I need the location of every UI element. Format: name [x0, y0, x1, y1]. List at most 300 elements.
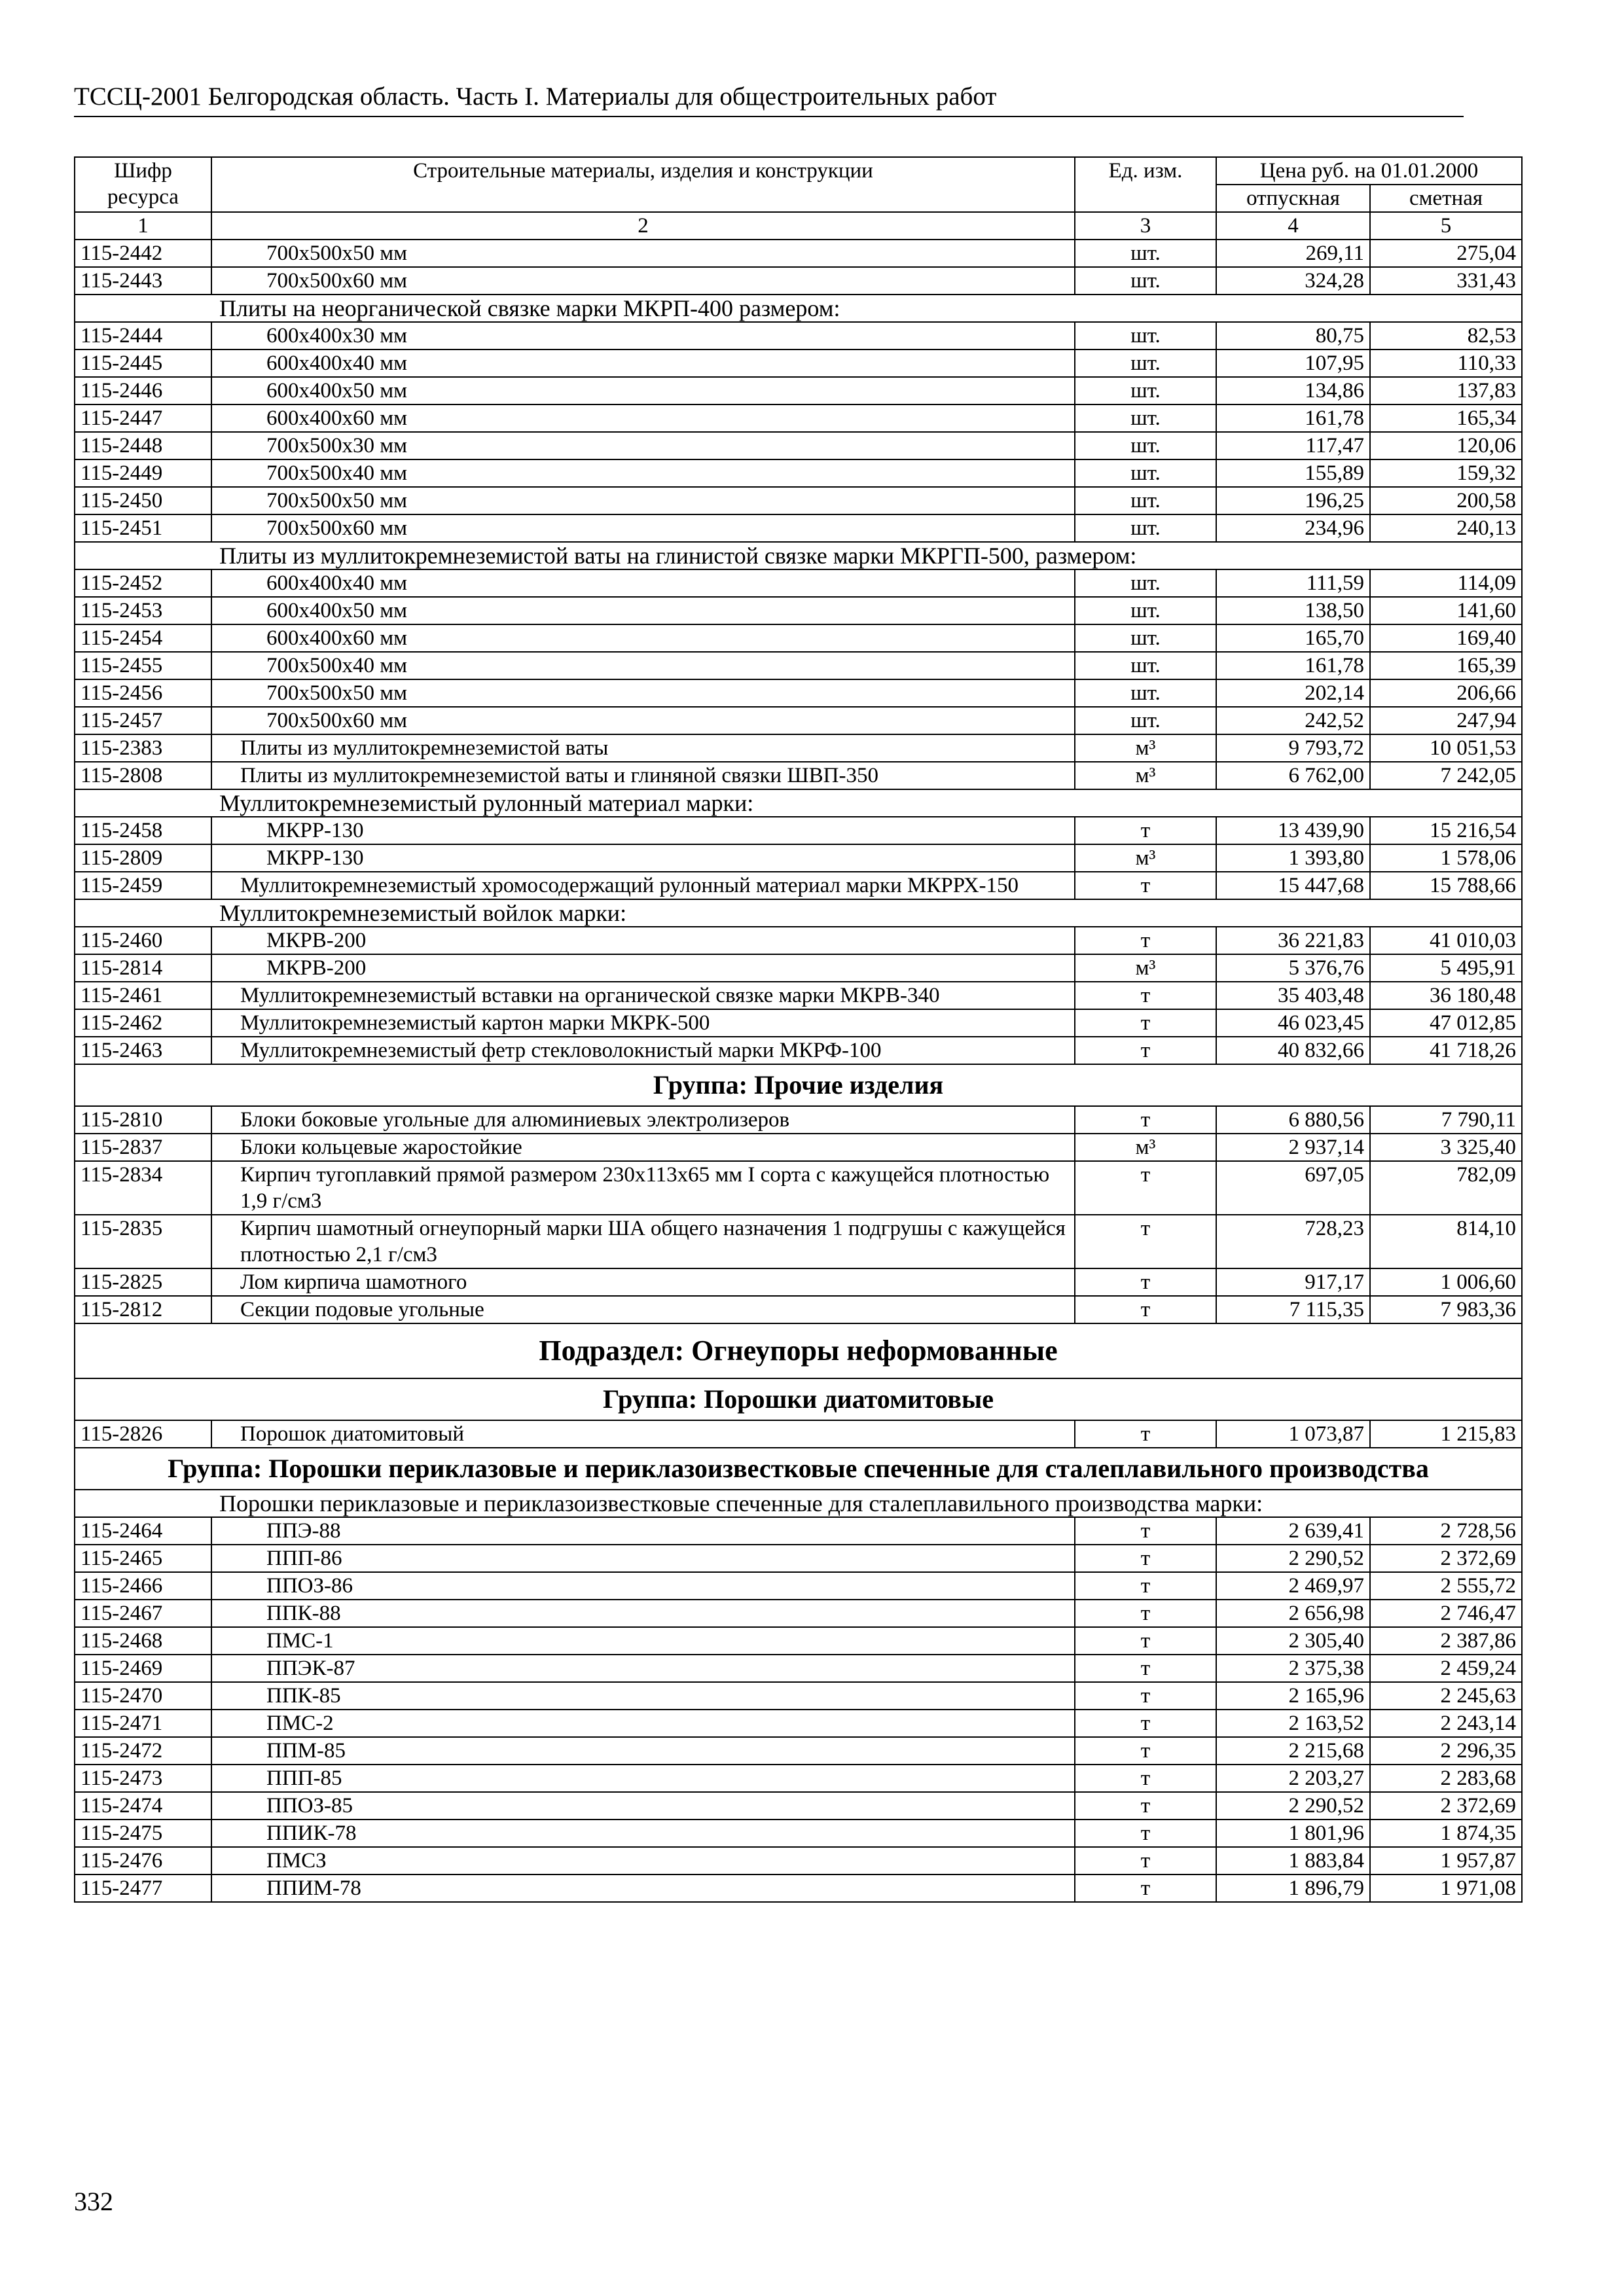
- item-name-text: 700х500х40 мм: [266, 654, 408, 677]
- resource-code: 115-2465: [75, 1545, 211, 1572]
- subgroup-heading-row: [75, 789, 1522, 817]
- item-name: [211, 1545, 1075, 1572]
- subgroup-heading: Плиты на неорганической связке марки МКРП-400 размером:: [75, 295, 1522, 322]
- table-row: [75, 1765, 1522, 1792]
- resource-code: 115-2445: [75, 350, 211, 377]
- unit: т: [1075, 1268, 1216, 1296]
- unit: т: [1075, 982, 1216, 1009]
- unit: шт.: [1075, 459, 1216, 487]
- price-release: 111,59: [1216, 569, 1370, 597]
- price-release: 234,96: [1216, 514, 1370, 542]
- item-name: [211, 1792, 1075, 1820]
- subgroup-heading: Плиты из муллитокремнеземистой ваты на глинистой связке марки МКРГП-500, размером:: [75, 542, 1522, 569]
- resource-code: 115-2814: [75, 954, 211, 982]
- price-estimate: 41 718,26: [1370, 1037, 1522, 1064]
- table-row: [75, 872, 1522, 899]
- unit: т: [1075, 1655, 1216, 1682]
- price-release: 2 639,41: [1216, 1517, 1370, 1545]
- item-name: [211, 377, 1075, 404]
- subgroup-heading-row: [75, 295, 1522, 322]
- col-number: 5: [1370, 212, 1522, 240]
- item-name-text: ПМСЗ: [266, 1849, 327, 1873]
- item-name: [211, 432, 1075, 459]
- price-release: 1 073,87: [1216, 1420, 1370, 1448]
- page-number: 332: [74, 2187, 113, 2216]
- item-name: [211, 954, 1075, 982]
- price-release: 155,89: [1216, 459, 1370, 487]
- price-release: 2 656,98: [1216, 1600, 1370, 1627]
- table-row: [75, 432, 1522, 459]
- table-row: [75, 734, 1522, 762]
- col-number: 3: [1075, 212, 1216, 240]
- subgroup-heading: Муллитокремнеземистый рулонный материал марки:: [75, 789, 1522, 817]
- table-row: [75, 1627, 1522, 1655]
- resource-code: 115-2825: [75, 1268, 211, 1296]
- table-row: [75, 1215, 1522, 1268]
- unit: м³: [1075, 734, 1216, 762]
- price-estimate: 36 180,48: [1370, 982, 1522, 1009]
- table-row: [75, 1847, 1522, 1874]
- unit: т: [1075, 872, 1216, 899]
- item-name: [211, 487, 1075, 514]
- unit: т: [1075, 1765, 1216, 1792]
- item-name-text: ППП-86: [266, 1547, 342, 1570]
- item-name-text: ПМС-1: [266, 1629, 334, 1653]
- price-release: 324,28: [1216, 267, 1370, 295]
- table-row: [75, 1820, 1522, 1847]
- item-name-text: 700х500х40 мм: [266, 461, 408, 485]
- unit: т: [1075, 1710, 1216, 1737]
- resource-code: 115-2459: [75, 872, 211, 899]
- item-name: [211, 927, 1075, 954]
- unit: шт.: [1075, 679, 1216, 707]
- col-header-estimate: сметная: [1370, 185, 1522, 212]
- item-name: [211, 459, 1075, 487]
- item-name-text: 600х400х50 мм: [266, 599, 408, 622]
- item-name: [211, 1820, 1075, 1847]
- item-name-text: 700х500х60 мм: [266, 516, 408, 540]
- item-name-text: ППП-85: [266, 1767, 342, 1790]
- resource-code: 115-2446: [75, 377, 211, 404]
- resource-code: 115-2812: [75, 1296, 211, 1323]
- resource-code: 115-2826: [75, 1420, 211, 1448]
- unit: м³: [1075, 1134, 1216, 1161]
- price-release: 107,95: [1216, 350, 1370, 377]
- resource-code: 115-2457: [75, 707, 211, 734]
- unit: шт.: [1075, 322, 1216, 350]
- item-name-text: ППЭК-87: [266, 1657, 355, 1680]
- item-name-text: 600х400х40 мм: [266, 351, 408, 375]
- group-heading: Группа: Порошки диатомитовые: [75, 1378, 1522, 1420]
- item-name-text: МКРР-130: [266, 819, 364, 842]
- item-name-text: Плиты из муллитокремнеземистой ваты и глиняной связки ШВП-350: [240, 764, 878, 787]
- price-release: 138,50: [1216, 597, 1370, 624]
- item-name: [211, 569, 1075, 597]
- price-estimate: 2 746,47: [1370, 1600, 1522, 1627]
- group-heading: Группа: Порошки периклазовые и периклазоизвестковые спеченные для сталеплавильного производства: [75, 1448, 1522, 1490]
- item-name-text: 600х400х60 мм: [266, 406, 408, 430]
- price-estimate: 137,83: [1370, 377, 1522, 404]
- price-release: 728,23: [1216, 1215, 1370, 1268]
- price-release: 2 215,68: [1216, 1737, 1370, 1765]
- unit: т: [1075, 1296, 1216, 1323]
- table-row: [75, 1874, 1522, 1902]
- price-release: 5 376,76: [1216, 954, 1370, 982]
- price-release: 13 439,90: [1216, 817, 1370, 844]
- price-release: 161,78: [1216, 652, 1370, 679]
- price-release: 35 403,48: [1216, 982, 1370, 1009]
- table-row: [75, 817, 1522, 844]
- unit: т: [1075, 927, 1216, 954]
- table-row: [75, 514, 1522, 542]
- item-name-text: 600х400х30 мм: [266, 324, 408, 348]
- unit: шт.: [1075, 404, 1216, 432]
- item-name-text: Кирпич тугоплавкий прямой размером 230х113х65 мм I сорта с кажущейся плотностью 1,9 г/см3: [240, 1163, 1050, 1213]
- table-row: [75, 487, 1522, 514]
- price-estimate: 2 459,24: [1370, 1655, 1522, 1682]
- price-release: 2 203,27: [1216, 1765, 1370, 1792]
- table-row: [75, 569, 1522, 597]
- item-name: [211, 1517, 1075, 1545]
- item-name: [211, 1600, 1075, 1627]
- price-release: 2 290,52: [1216, 1545, 1370, 1572]
- item-name: [211, 1296, 1075, 1323]
- item-name: [211, 1134, 1075, 1161]
- item-name-text: 700х500х60 мм: [266, 269, 408, 293]
- price-estimate: 141,60: [1370, 597, 1522, 624]
- unit: м³: [1075, 844, 1216, 872]
- resource-code: 115-2447: [75, 404, 211, 432]
- col-header-code: Шифр ресурса: [75, 157, 211, 212]
- item-name-text: МКРР-130: [266, 846, 364, 870]
- unit: т: [1075, 1820, 1216, 1847]
- price-estimate: 159,32: [1370, 459, 1522, 487]
- table-row: [75, 1572, 1522, 1600]
- subgroup-heading: Муллитокремнеземистый войлок марки:: [75, 899, 1522, 927]
- price-estimate: 47 012,85: [1370, 1009, 1522, 1037]
- unit: шт.: [1075, 432, 1216, 459]
- resource-code: 115-2383: [75, 734, 211, 762]
- table-row: [75, 954, 1522, 982]
- price-release: 242,52: [1216, 707, 1370, 734]
- item-name-text: 700х500х50 мм: [266, 489, 408, 512]
- item-name-text: МКРВ-200: [266, 929, 367, 952]
- item-name: [211, 872, 1075, 899]
- item-name-text: Порошок диатомитовый: [240, 1422, 465, 1446]
- unit: т: [1075, 1627, 1216, 1655]
- price-estimate: 1 578,06: [1370, 844, 1522, 872]
- table-row: [75, 377, 1522, 404]
- unit: шт.: [1075, 624, 1216, 652]
- table-row: [75, 267, 1522, 295]
- resource-code: 115-2472: [75, 1737, 211, 1765]
- group-heading-row: [75, 1378, 1522, 1420]
- price-estimate: 2 728,56: [1370, 1517, 1522, 1545]
- price-estimate: 2 387,86: [1370, 1627, 1522, 1655]
- price-release: 15 447,68: [1216, 872, 1370, 899]
- item-name-text: 700х500х50 мм: [266, 681, 408, 705]
- unit: шт.: [1075, 514, 1216, 542]
- item-name: [211, 1106, 1075, 1134]
- table-row: [75, 1517, 1522, 1545]
- item-name-text: ППК-85: [266, 1684, 341, 1708]
- item-name-text: Муллитокремнеземистый фетр стекловолокнистый марки МКРФ-100: [240, 1039, 882, 1062]
- col-header-release: отпускная: [1216, 185, 1370, 212]
- item-name-text: МКРВ-200: [266, 956, 367, 980]
- item-name-text: ППОЗ-86: [266, 1574, 353, 1598]
- subgroup-heading-row: [75, 1490, 1522, 1517]
- item-name-text: Блоки боковые угольные для алюминиевых электролизеров: [240, 1108, 790, 1132]
- table-row: [75, 624, 1522, 652]
- price-estimate: 1 874,35: [1370, 1820, 1522, 1847]
- unit: шт.: [1075, 240, 1216, 267]
- item-name: [211, 1161, 1075, 1215]
- table-row: [75, 1655, 1522, 1682]
- table-row: [75, 1037, 1522, 1064]
- table-row: [75, 1296, 1522, 1323]
- price-release: 2 163,52: [1216, 1710, 1370, 1737]
- price-estimate: 7 790,11: [1370, 1106, 1522, 1134]
- item-name: [211, 734, 1075, 762]
- table-row: [75, 459, 1522, 487]
- item-name-text: ППЭ-88: [266, 1519, 341, 1543]
- price-estimate: 2 372,69: [1370, 1792, 1522, 1820]
- resource-code: 115-2469: [75, 1655, 211, 1682]
- item-name: [211, 1215, 1075, 1268]
- resource-code: 115-2835: [75, 1215, 211, 1268]
- item-name: [211, 1682, 1075, 1710]
- table-row: [75, 1106, 1522, 1134]
- price-estimate: 2 243,14: [1370, 1710, 1522, 1737]
- table-row: [75, 1792, 1522, 1820]
- item-name: [211, 404, 1075, 432]
- price-estimate: 15 216,54: [1370, 817, 1522, 844]
- price-release: 2 165,96: [1216, 1682, 1370, 1710]
- table-row: [75, 322, 1522, 350]
- price-release: 2 469,97: [1216, 1572, 1370, 1600]
- item-name-text: Плиты из муллитокремнеземистой ваты: [240, 736, 609, 760]
- item-name: [211, 267, 1075, 295]
- item-name: [211, 1874, 1075, 1902]
- unit: т: [1075, 1847, 1216, 1874]
- group-heading-row: [75, 1064, 1522, 1106]
- price-estimate: 41 010,03: [1370, 927, 1522, 954]
- table-row: [75, 1161, 1522, 1215]
- item-name: [211, 1009, 1075, 1037]
- item-name: [211, 1627, 1075, 1655]
- price-release: 917,17: [1216, 1268, 1370, 1296]
- item-name-text: Блоки кольцевые жаростойкие: [240, 1136, 522, 1159]
- unit: т: [1075, 1215, 1216, 1268]
- resource-code: 115-2834: [75, 1161, 211, 1215]
- price-table: [74, 156, 1523, 1903]
- resource-code: 115-2448: [75, 432, 211, 459]
- price-estimate: 240,13: [1370, 514, 1522, 542]
- resource-code: 115-2471: [75, 1710, 211, 1737]
- resource-code: 115-2470: [75, 1682, 211, 1710]
- item-name-text: ПМС-2: [266, 1712, 334, 1735]
- item-name-text: ППОЗ-85: [266, 1794, 353, 1818]
- unit: т: [1075, 1600, 1216, 1627]
- unit: шт.: [1075, 487, 1216, 514]
- item-name: [211, 1420, 1075, 1448]
- price-estimate: 1 215,83: [1370, 1420, 1522, 1448]
- col-header-name: Строительные материалы, изделия и конструкции: [211, 157, 1075, 212]
- resource-code: 115-2450: [75, 487, 211, 514]
- price-estimate: 200,58: [1370, 487, 1522, 514]
- resource-code: 115-2454: [75, 624, 211, 652]
- item-name: [211, 597, 1075, 624]
- resource-code: 115-2477: [75, 1874, 211, 1902]
- unit: т: [1075, 1737, 1216, 1765]
- price-release: 7 115,35: [1216, 1296, 1370, 1323]
- item-name: [211, 1765, 1075, 1792]
- table-body: [75, 240, 1522, 1902]
- price-estimate: 2 283,68: [1370, 1765, 1522, 1792]
- subgroup-heading-row: [75, 542, 1522, 569]
- price-estimate: 1 971,08: [1370, 1874, 1522, 1902]
- unit: т: [1075, 1682, 1216, 1710]
- section-heading-row: [75, 1323, 1522, 1378]
- table-row: [75, 1134, 1522, 1161]
- price-release: 1 896,79: [1216, 1874, 1370, 1902]
- price-release: 202,14: [1216, 679, 1370, 707]
- price-estimate: 110,33: [1370, 350, 1522, 377]
- item-name-text: 700х500х60 мм: [266, 709, 408, 732]
- price-estimate: 206,66: [1370, 679, 1522, 707]
- price-estimate: 2 372,69: [1370, 1545, 1522, 1572]
- price-release: 36 221,83: [1216, 927, 1370, 954]
- price-release: 1 801,96: [1216, 1820, 1370, 1847]
- price-estimate: 275,04: [1370, 240, 1522, 267]
- item-name-text: 600х400х60 мм: [266, 626, 408, 650]
- item-name: [211, 1037, 1075, 1064]
- subgroup-heading-row: [75, 899, 1522, 927]
- price-estimate: 7 242,05: [1370, 762, 1522, 789]
- item-name: [211, 844, 1075, 872]
- price-estimate: 1 006,60: [1370, 1268, 1522, 1296]
- price-release: 697,05: [1216, 1161, 1370, 1215]
- price-estimate: 2 555,72: [1370, 1572, 1522, 1600]
- item-name: [211, 1847, 1075, 1874]
- resource-code: 115-2456: [75, 679, 211, 707]
- item-name-text: 700х500х30 мм: [266, 434, 408, 457]
- resource-code: 115-2463: [75, 1037, 211, 1064]
- unit: т: [1075, 1874, 1216, 1902]
- resource-code: 115-2473: [75, 1765, 211, 1792]
- price-release: 80,75: [1216, 322, 1370, 350]
- resource-code: 115-2474: [75, 1792, 211, 1820]
- item-name: [211, 652, 1075, 679]
- unit: шт.: [1075, 267, 1216, 295]
- resource-code: 115-2442: [75, 240, 211, 267]
- resource-code: 115-2809: [75, 844, 211, 872]
- resource-code: 115-2810: [75, 1106, 211, 1134]
- price-release: 134,86: [1216, 377, 1370, 404]
- col-header-unit: Ед. изм.: [1075, 157, 1216, 212]
- price-release: 40 832,66: [1216, 1037, 1370, 1064]
- table-row: [75, 1710, 1522, 1737]
- item-name: [211, 1268, 1075, 1296]
- table-row: [75, 679, 1522, 707]
- price-release: 2 290,52: [1216, 1792, 1370, 1820]
- item-name: [211, 707, 1075, 734]
- resource-code: 115-2458: [75, 817, 211, 844]
- unit: м³: [1075, 762, 1216, 789]
- item-name-text: Муллитокремнеземистый хромосодержащий рулонный материал марки МКРРХ-150: [240, 874, 1019, 897]
- unit: т: [1075, 1572, 1216, 1600]
- table-row: [75, 707, 1522, 734]
- item-name: [211, 679, 1075, 707]
- resource-code: 115-2443: [75, 267, 211, 295]
- col-header-price: Цена руб. на 01.01.2000: [1216, 157, 1522, 185]
- group-heading-row: [75, 1448, 1522, 1490]
- item-name-text: Лом кирпича шамотного: [240, 1270, 467, 1294]
- unit: т: [1075, 1420, 1216, 1448]
- table-row: [75, 240, 1522, 267]
- item-name: [211, 322, 1075, 350]
- price-estimate: 5 495,91: [1370, 954, 1522, 982]
- table-row: [75, 762, 1522, 789]
- price-estimate: 3 325,40: [1370, 1134, 1522, 1161]
- resource-code: 115-2808: [75, 762, 211, 789]
- resource-code: 115-2467: [75, 1600, 211, 1627]
- unit: т: [1075, 1161, 1216, 1215]
- price-estimate: 15 788,66: [1370, 872, 1522, 899]
- price-estimate: 10 051,53: [1370, 734, 1522, 762]
- col-number: 2: [211, 212, 1075, 240]
- price-estimate: 169,40: [1370, 624, 1522, 652]
- price-estimate: 2 245,63: [1370, 1682, 1522, 1710]
- subgroup-heading: Порошки периклазовые и периклазоизвестковые спеченные для сталеплавильного производства марки:: [75, 1490, 1522, 1517]
- item-name: [211, 817, 1075, 844]
- table-row: [75, 350, 1522, 377]
- unit: т: [1075, 817, 1216, 844]
- table-row: [75, 597, 1522, 624]
- item-name-text: Секции подовые угольные: [240, 1298, 484, 1321]
- item-name: [211, 350, 1075, 377]
- item-name-text: 700х500х50 мм: [266, 242, 408, 265]
- price-release: 165,70: [1216, 624, 1370, 652]
- price-estimate: 2 296,35: [1370, 1737, 1522, 1765]
- price-estimate: 114,09: [1370, 569, 1522, 597]
- price-release: 9 793,72: [1216, 734, 1370, 762]
- price-release: 2 305,40: [1216, 1627, 1370, 1655]
- resource-code: 115-2466: [75, 1572, 211, 1600]
- table-row: [75, 1600, 1522, 1627]
- table-row: [75, 1545, 1522, 1572]
- item-name-text: Муллитокремнеземистый вставки на органической связке марки МКРВ-340: [240, 984, 940, 1007]
- table-row: [75, 927, 1522, 954]
- unit: т: [1075, 1009, 1216, 1037]
- item-name-text: 600х400х50 мм: [266, 379, 408, 403]
- item-name: [211, 982, 1075, 1009]
- price-estimate: 7 983,36: [1370, 1296, 1522, 1323]
- page-header: ТССЦ-2001 Белгородская область. Часть I. Материалы для общестроительных работ: [74, 82, 1464, 117]
- resource-code: 115-2449: [75, 459, 211, 487]
- price-release: 196,25: [1216, 487, 1370, 514]
- item-name-text: Муллитокремнеземистый картон марки МКРК-500: [240, 1011, 710, 1035]
- price-release: 2 937,14: [1216, 1134, 1370, 1161]
- table-row: [75, 404, 1522, 432]
- unit: шт.: [1075, 652, 1216, 679]
- resource-code: 115-2451: [75, 514, 211, 542]
- item-name: [211, 1737, 1075, 1765]
- resource-code: 115-2460: [75, 927, 211, 954]
- price-estimate: 247,94: [1370, 707, 1522, 734]
- price-release: 6 762,00: [1216, 762, 1370, 789]
- item-name: [211, 762, 1075, 789]
